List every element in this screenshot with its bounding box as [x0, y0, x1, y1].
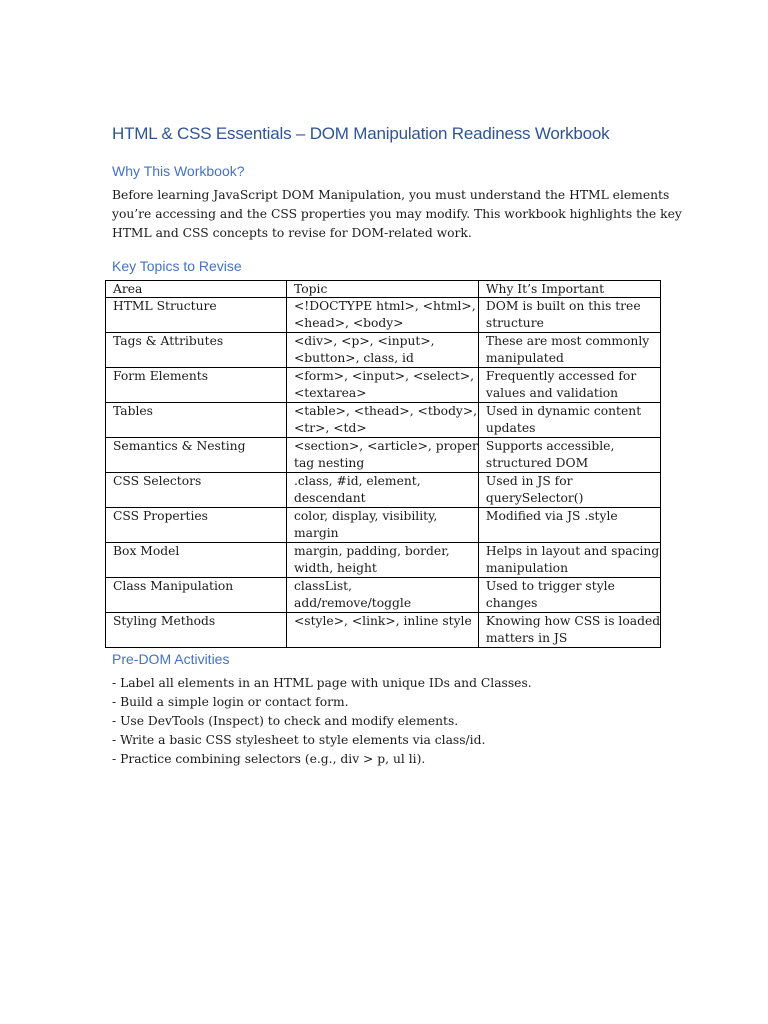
table-row: [106, 473, 661, 508]
cell-why-line: matters in JS: [485, 631, 568, 645]
activity-item: - Use DevTools (Inspect) to check and modify elements.: [112, 714, 459, 728]
cell-topic: [287, 578, 479, 613]
cell-topic-line: <div>, <p>, <input>,: [294, 334, 435, 348]
cell-area: CSS Selectors: [106, 473, 287, 508]
why-line: HTML and CSS concepts to revise for DOM-related work.: [112, 226, 472, 240]
cell-why-line: structure: [485, 316, 544, 330]
table-row: [106, 298, 661, 333]
cell-area: CSS Properties: [106, 508, 287, 543]
table-row: [106, 333, 661, 368]
activity-item: - Label all elements in an HTML page with unique IDs and Classes.: [112, 676, 532, 690]
cell-area: Tables: [106, 403, 287, 438]
cell-why-line: Used in JS for: [485, 474, 573, 488]
cell-topic-line: <form>, <input>, <select>,: [294, 369, 475, 383]
cell-why: [478, 298, 660, 333]
cell-why-line: structured DOM: [485, 456, 589, 470]
cell-topic-line: <textarea>: [294, 386, 367, 400]
table-row: [106, 508, 661, 543]
cell-why: [478, 438, 660, 473]
column-header-area: Area: [106, 281, 287, 298]
table-row: [106, 403, 661, 438]
cell-why: [478, 368, 660, 403]
cell-topic: [287, 333, 479, 368]
cell-topic-line: add/remove/toggle: [294, 596, 412, 610]
cell-topic-line: color, display, visibility,: [294, 509, 438, 523]
cell-topic: [287, 508, 479, 543]
cell-why-line: Knowing how CSS is loaded: [485, 614, 661, 628]
cell-why: [478, 508, 660, 543]
cell-topic: [287, 298, 479, 333]
cell-topic-line: margin: [294, 526, 339, 540]
cell-why: [478, 578, 660, 613]
cell-area: Class Manipulation: [106, 578, 287, 613]
table-row: [106, 543, 661, 578]
cell-topic-line: margin, padding, border,: [294, 544, 450, 558]
cell-area: Tags & Attributes: [106, 333, 287, 368]
cell-topic-line: <head>, <body>: [294, 316, 404, 330]
activity-item: - Build a simple login or contact form.: [112, 695, 349, 709]
activities-heading: Pre-DOM Activities: [112, 651, 230, 667]
cell-topic-line: <section>, <article>, proper: [294, 439, 478, 453]
cell-topic-line: <tr>, <td>: [294, 421, 367, 435]
cell-why: [478, 333, 660, 368]
cell-area: Semantics & Nesting: [106, 438, 287, 473]
cell-why-line: values and validation: [485, 386, 619, 400]
cell-topic-line: tag nesting: [294, 456, 365, 470]
why-paragraph: [112, 186, 682, 243]
cell-area: Form Elements: [106, 368, 287, 403]
cell-area: Styling Methods: [106, 613, 287, 648]
cell-why-line: manipulated: [485, 351, 564, 365]
cell-why: [478, 403, 660, 438]
page-title: HTML & CSS Essentials – DOM Manipulation Readiness Workbook: [112, 124, 610, 143]
cell-why-line: Used to trigger style: [485, 579, 615, 593]
why-line: you’re accessing and the CSS properties you may modify. This workbook highlights the key: [112, 207, 682, 221]
activity-item: - Write a basic CSS stylesheet to style elements via class/id.: [112, 733, 486, 747]
topics-heading: Key Topics to Revise: [112, 258, 242, 274]
cell-why-line: Supports accessible,: [485, 439, 615, 453]
cell-topic-line: <style>, <link>, inline style: [294, 614, 472, 628]
cell-why-line: These are most commonly: [485, 334, 650, 348]
table-header-row: [106, 281, 661, 298]
cell-topic-line: <!DOCTYPE html>, <html>,: [294, 299, 476, 313]
cell-why-line: Helps in layout and spacing: [485, 544, 660, 558]
cell-topic: [287, 368, 479, 403]
activities-list: [112, 674, 532, 769]
cell-topic: [287, 403, 479, 438]
cell-topic-line: .class, #id, element,: [294, 474, 421, 488]
column-header-topic: Topic: [287, 281, 479, 298]
cell-topic-line: <button>, class, id: [294, 351, 414, 365]
cell-why: [478, 543, 660, 578]
cell-why-line: Used in dynamic content: [485, 404, 642, 418]
topics-table: [105, 280, 661, 648]
cell-topic-line: classList,: [294, 579, 353, 593]
cell-why-line: changes: [485, 596, 538, 610]
table-body: [106, 298, 661, 648]
cell-why-line: updates: [485, 421, 536, 435]
cell-topic-line: width, height: [294, 561, 377, 575]
cell-why-line: manipulation: [485, 561, 568, 575]
cell-why-line: querySelector(): [485, 491, 584, 505]
cell-topic: [287, 543, 479, 578]
cell-topic-line: descendant: [294, 491, 366, 505]
table-row: [106, 613, 661, 648]
table-row: [106, 578, 661, 613]
cell-why: [478, 613, 660, 648]
column-header-why: Why It’s Important: [478, 281, 660, 298]
cell-why-line: Modified via JS .style: [485, 509, 618, 523]
cell-area: Box Model: [106, 543, 287, 578]
cell-why-line: Frequently accessed for: [485, 369, 637, 383]
cell-why: [478, 473, 660, 508]
cell-topic: [287, 613, 479, 648]
activity-item: - Practice combining selectors (e.g., div > p, ul li).: [112, 752, 426, 766]
cell-topic: [287, 473, 479, 508]
table-row: [106, 438, 661, 473]
cell-topic: [287, 438, 479, 473]
table-row: [106, 368, 661, 403]
why-line: Before learning JavaScript DOM Manipulation, you must understand the HTML elements: [112, 188, 670, 202]
why-heading: Why This Workbook?: [112, 163, 245, 179]
cell-topic-line: <table>, <thead>, <tbody>,: [294, 404, 478, 418]
cell-area: HTML Structure: [106, 298, 287, 333]
cell-why-line: DOM is built on this tree: [485, 299, 641, 313]
